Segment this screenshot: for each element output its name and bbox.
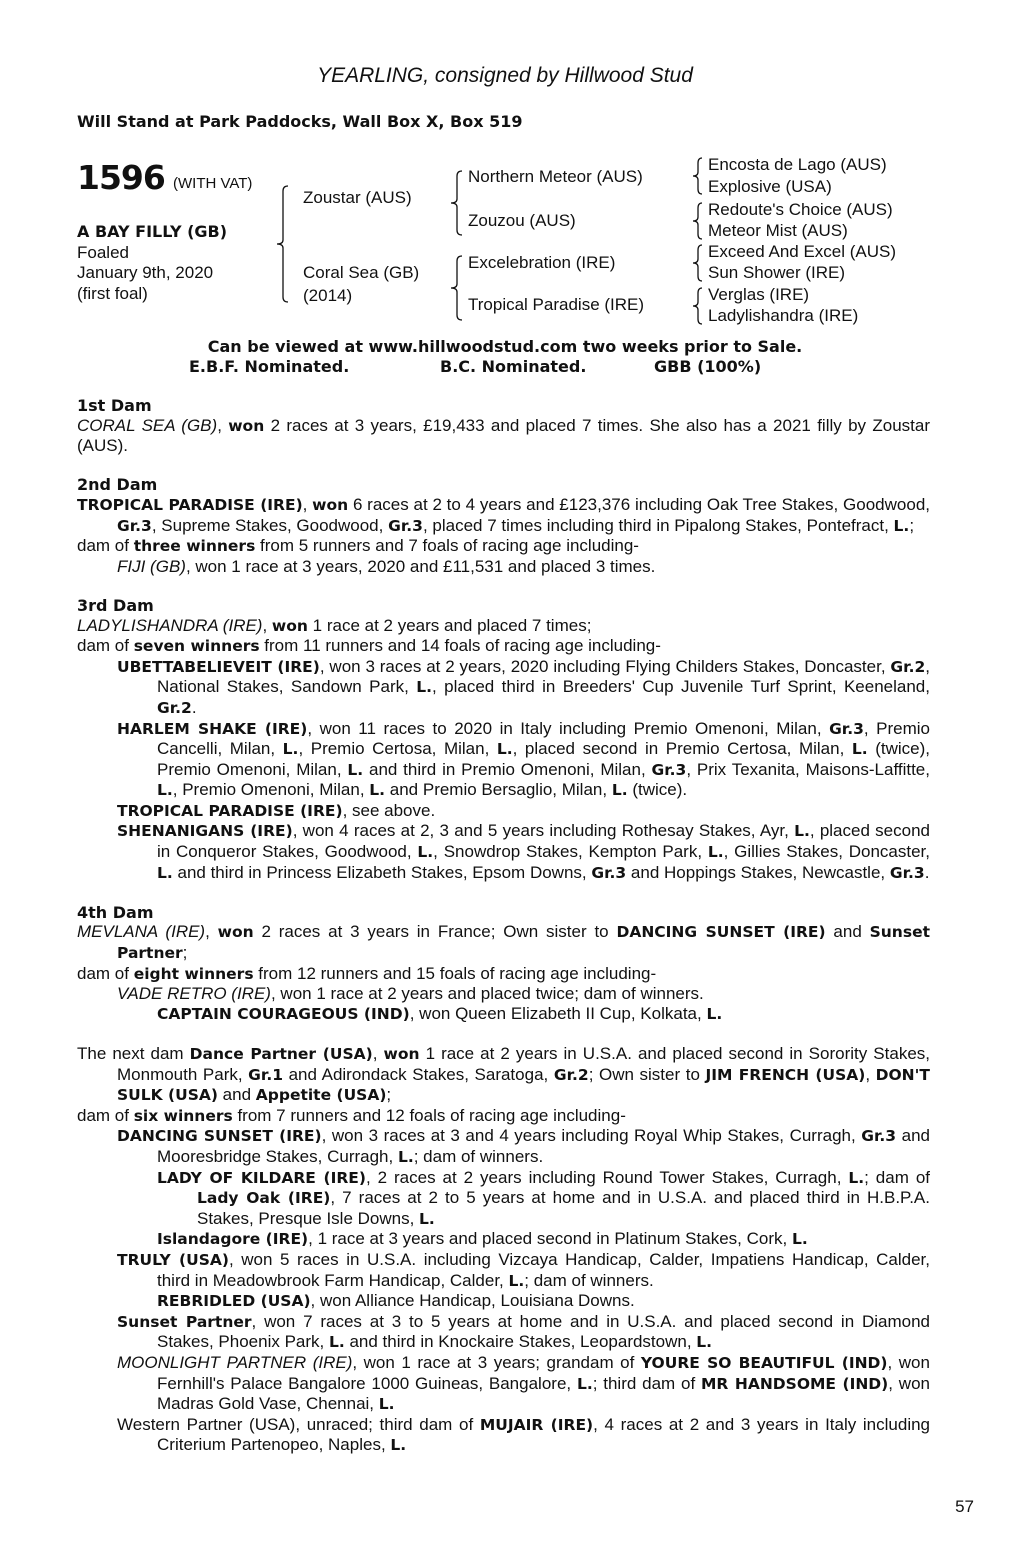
- italic-text: MOONLIGHT PARTNER (IRE): [117, 1352, 353, 1372]
- text: ; dam of winners.: [413, 1146, 544, 1166]
- bold-text: Gr.3: [388, 516, 423, 535]
- sire-dam: Zouzou (AUS): [468, 211, 576, 230]
- bold-text: REBRIDLED (USA): [157, 1292, 311, 1311]
- text: , won Fernhill's Palace Bangalore 1000 Guineas, Bangalore,: [157, 1352, 930, 1393]
- dam-year: (2014): [303, 286, 353, 305]
- text: from 12 runners and 15 foals of racing age including-: [253, 963, 657, 983]
- text: and Adirondack Stakes, Saratoga,: [283, 1064, 554, 1084]
- pedigree-paragraph: [77, 1312, 930, 1353]
- text: ; Own sister to: [588, 1064, 706, 1084]
- lot-number: 1596: [77, 158, 165, 197]
- bold-text: Gr.3: [829, 719, 864, 738]
- pedigree-brace-main: [276, 185, 290, 303]
- text: dam of: [77, 963, 134, 983]
- text: , 2 races at 2 years including Round Tower Stakes, Curragh,: [365, 1167, 849, 1187]
- ebf-nominated: E.B.F. Nominated.: [189, 357, 350, 376]
- text: , won 3 races at 3 and 4 years including Royal Whip Stakes, Curragh,: [321, 1126, 862, 1146]
- text: from 7 runners and 12 foals of racing age including-: [232, 1105, 626, 1125]
- pedigree-paragraph: [77, 616, 930, 637]
- bold-text: L.: [611, 781, 628, 800]
- text: , 1 race at 3 years and placed second in Platinum Stakes, Cork,: [308, 1229, 792, 1249]
- bold-text: six winners: [133, 1106, 233, 1125]
- text: , won 1 race at 3 years; grandam of: [352, 1352, 641, 1372]
- text: .: [191, 697, 197, 717]
- bold-text: Dance Partner (USA): [189, 1045, 373, 1063]
- bold-text: L.: [794, 822, 810, 841]
- bold-text: won: [312, 495, 349, 514]
- text: 1 race at 2 years and placed 7 times;: [307, 615, 592, 635]
- bold-text: L.: [390, 1436, 407, 1455]
- text: , see above.: [342, 800, 436, 820]
- text: , won 1 race at 3 years, 2020 and £11,531 and placed 3 times.: [185, 556, 656, 576]
- bold-text: CAPTAIN COURAGEOUS (IND): [157, 1004, 410, 1023]
- pedigree-brace-g3-3: [692, 244, 704, 282]
- pedigree-brace-g3-2: [692, 202, 704, 240]
- text: ;: [909, 515, 915, 535]
- italic-text: VADE RETRO (IRE): [117, 984, 271, 1004]
- bold-text: L.: [496, 740, 513, 759]
- bold-text: DANCING SUNSET (IRE): [616, 923, 826, 942]
- text: Western Partner (USA), unraced; third dam of: [117, 1414, 480, 1434]
- text: and: [217, 1085, 256, 1105]
- text: dam of: [77, 536, 134, 556]
- gen3-ancestor: Ladylishandra (IRE): [708, 306, 859, 325]
- bold-text: won: [228, 416, 265, 435]
- pedigree-brace-g3-4: [692, 287, 704, 325]
- bold-text: Gr.1: [248, 1065, 284, 1084]
- bold-text: Gr.3: [651, 760, 687, 779]
- gen3-ancestor: Meteor Mist (AUS): [708, 221, 848, 240]
- pedigree-paragraph: [77, 1126, 930, 1167]
- text: , won 5 races in U.S.A. including Vizcaya Handicap, Calder, Impatiens Handicap, Calder, third in Meadowbrook Farm Handicap, Calder,: [157, 1249, 930, 1290]
- bold-text: HARLEM SHAKE (IRE): [117, 719, 308, 738]
- italic-text: CORAL SEA (GB): [77, 415, 218, 435]
- pedigree-paragraph: [77, 984, 930, 1004]
- bold-text: eight winners: [133, 964, 254, 983]
- foaled-label: Foaled: [77, 243, 129, 262]
- text: 6 races at 2 to 4 years and £123,376 including Oak Tree Stakes, Goodwood,: [348, 494, 930, 514]
- bold-text: L.: [416, 678, 433, 697]
- bold-text: Gr.3: [117, 516, 152, 535]
- text: 2 races at 3 years in France; Own sister to: [253, 922, 617, 942]
- bold-text: three winners: [133, 537, 256, 556]
- text: and third in Premio Omenoni, Milan,: [363, 759, 652, 779]
- pedigree-paragraph: [77, 821, 930, 883]
- bold-text: Gr.2: [890, 657, 926, 676]
- gen3-ancestor: Encosta de Lago (AUS): [708, 155, 887, 174]
- bold-text: MUJAIR (IRE): [479, 1415, 594, 1434]
- bold-text: Sunset Partner: [117, 1312, 252, 1331]
- bold-text: L.: [893, 516, 910, 535]
- viewing-note: Can be viewed at www.hillwoodstud.com two weeks prior to Sale.: [207, 337, 803, 356]
- text: ,: [865, 1064, 876, 1084]
- consignor-title: YEARLING, consigned by Hillwood Stud: [317, 64, 693, 87]
- bold-text: TROPICAL PARADISE (IRE): [77, 495, 303, 514]
- text: ;: [182, 943, 188, 963]
- sire-sire: Northern Meteor (AUS): [468, 167, 643, 186]
- bold-text: L.: [791, 1230, 808, 1249]
- bold-text: L.: [157, 781, 173, 800]
- pedigree-paragraph: [77, 657, 930, 719]
- bold-text: L.: [347, 760, 364, 779]
- text: and Premio Bersaglio, Milan,: [385, 780, 612, 800]
- bold-text: L.: [851, 740, 868, 759]
- gen3-ancestor: Sun Shower (IRE): [708, 263, 845, 282]
- horse-description: A BAY FILLY (GB): [77, 222, 228, 241]
- text: and Hoppings Stakes, Newcastle,: [626, 862, 890, 882]
- pedigree-paragraph: [77, 1353, 930, 1415]
- pedigree-paragraph: [77, 1106, 930, 1127]
- bold-text: Gr.3: [591, 863, 627, 882]
- bold-text: won: [383, 1045, 420, 1063]
- bold-text: Gr.3: [889, 863, 925, 882]
- text: , Premio Certosa, Milan,: [298, 739, 497, 759]
- bold-text: Sunset Partner: [117, 923, 930, 963]
- text: , won 3 races at 2 years, 2020 including Flying Childers Stakes, Doncaster,: [319, 656, 891, 676]
- text: dam of: [77, 1105, 134, 1125]
- bold-text: TRULY (USA): [117, 1250, 229, 1269]
- pedigree-paragraph: [77, 536, 930, 557]
- bold-text: L.: [369, 781, 386, 800]
- pedigree-paragraph: [77, 1291, 930, 1312]
- bold-text: won: [271, 616, 308, 635]
- text: and: [825, 922, 870, 942]
- text: , won 11 races to 2020 in Italy including Premio Omenoni, Milan,: [307, 718, 830, 738]
- text: The next dam: [77, 1044, 190, 1063]
- text: and Mooresbridge Stakes, Curragh,: [157, 1126, 930, 1166]
- gbb-note: GBB (100%): [654, 357, 762, 376]
- text: , placed third in Breeders' Cup Juvenile Turf Sprint, Keeneland,: [432, 677, 930, 697]
- bold-text: DANCING SUNSET (IRE): [117, 1127, 322, 1146]
- pedigree-paragraph: [77, 1044, 930, 1106]
- text: , Snowdrop Stakes, Kempton Park,: [433, 842, 708, 862]
- foal-date: January 9th, 2020: [77, 263, 214, 282]
- stand-location: Will Stand at Park Paddocks, Wall Box X, Box 519: [77, 112, 523, 131]
- dam-sire: Excelebration (IRE): [468, 253, 616, 272]
- bold-text: SHENANIGANS (IRE): [117, 822, 293, 841]
- bold-text: L.: [328, 1333, 345, 1352]
- text: , won Alliance Handicap, Louisiana Downs.: [310, 1291, 635, 1311]
- bold-text: L.: [696, 1333, 713, 1352]
- text: , Premio Cancelli, Milan,: [157, 718, 930, 759]
- bold-text: LADY OF KILDARE (IRE): [157, 1168, 366, 1187]
- bold-text: Gr.2: [157, 698, 192, 717]
- text: , placed 7 times including third in Pipalong Stakes, Pontefract,: [422, 515, 894, 535]
- text: , National Stakes, Sandown Park,: [157, 656, 930, 697]
- section-heading: 1st Dam: [77, 396, 152, 415]
- text: , Gillies Stakes, Doncaster,: [723, 842, 930, 862]
- sire: Zoustar (AUS): [303, 188, 412, 207]
- bold-text: L.: [508, 1271, 525, 1290]
- text: dam of: [77, 636, 134, 656]
- section-heading: 2nd Dam: [77, 475, 158, 495]
- text: ,: [205, 922, 218, 942]
- text: ; dam of winners.: [524, 1270, 654, 1290]
- pedigree-paragraph: [77, 636, 930, 657]
- pedigree-paragraph: [77, 1004, 930, 1025]
- text: , Supreme Stakes, Goodwood,: [151, 515, 389, 535]
- text: from 5 runners and 7 foals of racing age including-: [255, 536, 639, 556]
- text: , placed second in Conqueror Stakes, Goodwood,: [157, 821, 930, 862]
- section-heading: 3rd Dam: [77, 595, 154, 615]
- text: ; third dam of: [592, 1373, 701, 1393]
- produce-record: [77, 396, 930, 1456]
- text: , won Madras Gold Vase, Chennai,: [157, 1373, 930, 1414]
- text: , won 1 race at 2 years and placed twice; dam of winners.: [270, 984, 704, 1004]
- text: 2 races at 3 years, £19,433 and placed 7 times. She also has a 2021 filly by Zoustar (AUS).: [77, 415, 930, 456]
- bold-text: L.: [282, 740, 299, 759]
- bold-text: L.: [707, 843, 724, 862]
- text: ; dam of: [864, 1167, 930, 1187]
- text: , won 7 races at 3 to 5 years at home and in U.S.A. and placed second in Diamond Stakes, Phoenix Park,: [157, 1311, 930, 1352]
- text: from 11 runners and 14 foals of racing age including-: [259, 636, 661, 656]
- text: (twice), Premio Omenoni, Milan,: [157, 739, 930, 779]
- section-heading: 4th Dam: [77, 902, 154, 922]
- text: , won 4 races at 2, 3 and 5 years including Rothesay Stakes, Ayr,: [292, 821, 795, 841]
- text: and third in Princess Elizabeth Stakes, Epsom Downs,: [172, 862, 592, 882]
- pedigree-brace-g3-1: [692, 157, 704, 195]
- bold-text: Islandagore (IRE): [157, 1230, 309, 1249]
- bc-nominated: B.C. Nominated.: [440, 357, 587, 376]
- gen3-ancestor: Redoute's Choice (AUS): [708, 200, 893, 219]
- pedigree-paragraph: [77, 1168, 930, 1230]
- dam-dam: Tropical Paradise (IRE): [468, 295, 645, 314]
- bold-text: won: [217, 923, 254, 942]
- text: ,: [372, 1044, 384, 1063]
- gen3-ancestor: Verglas (IRE): [708, 285, 810, 304]
- text: 1 race at 2 years in U.S.A. and placed second in Sorority Stakes, Monmouth Park,: [117, 1044, 930, 1084]
- text: , 4 races at 2 and 3 years in Italy including Criterium Partenopeo, Naples,: [157, 1414, 931, 1455]
- bold-text: DON'T SULK (USA): [117, 1065, 930, 1105]
- section-gap: [77, 576, 930, 596]
- bold-text: L.: [419, 1209, 435, 1228]
- text: , 7 races at 2 to 5 years at home and in U.S.A. and placed third in H.B.P.A. Stakes, Presque Isle Downs,: [197, 1188, 930, 1228]
- section-gap: [77, 883, 930, 903]
- bold-text: L.: [378, 1395, 395, 1414]
- italic-text: MEVLANA (IRE): [77, 922, 206, 942]
- bold-text: MR HANDSOME (IND): [701, 1374, 889, 1393]
- gen3-ancestor: Exceed And Excel (AUS): [708, 242, 897, 261]
- bold-text: L.: [848, 1168, 865, 1187]
- pedigree-paragraph: [77, 922, 930, 963]
- bold-text: L.: [157, 863, 173, 882]
- section-gap: [77, 1024, 930, 1044]
- bold-text: L.: [397, 1147, 414, 1166]
- pedigree-paragraph: [77, 557, 930, 577]
- text: , Premio Omenoni, Milan,: [172, 780, 370, 800]
- pedigree-brace-dam: [450, 255, 464, 321]
- bold-text: L.: [706, 1004, 723, 1023]
- bold-text: Gr.2: [553, 1065, 589, 1084]
- bold-text: L.: [417, 843, 434, 862]
- text: , won Queen Elizabeth II Cup, Kolkata,: [409, 1003, 707, 1023]
- dam: Coral Sea (GB): [303, 263, 420, 282]
- text: ,: [302, 494, 313, 514]
- bold-text: TROPICAL PARADISE (IRE): [117, 801, 343, 820]
- text: ,: [217, 415, 229, 435]
- pedigree-paragraph: [77, 964, 930, 985]
- pedigree-paragraph: [77, 719, 930, 801]
- text: , placed second in Premio Certosa, Milan,: [512, 739, 852, 759]
- bold-text: JIM FRENCH (USA): [705, 1065, 866, 1084]
- bold-text: L.: [576, 1374, 593, 1393]
- vat-note: (WITH VAT): [173, 175, 253, 192]
- bold-text: Gr.3: [861, 1127, 897, 1146]
- pedigree-paragraph: [77, 416, 930, 456]
- text: , Prix Texanita, Maisons-Laffitte,: [686, 759, 930, 779]
- pedigree-paragraph: [77, 801, 930, 822]
- bold-text: seven winners: [133, 637, 260, 656]
- bold-text: Lady Oak (IRE): [197, 1189, 331, 1208]
- pedigree-brace-sire: [450, 170, 464, 236]
- bold-text: Appetite (USA): [255, 1086, 387, 1105]
- text: .: [924, 862, 930, 882]
- text: ;: [386, 1085, 392, 1105]
- pedigree-paragraph: [77, 1415, 930, 1456]
- bold-text: YOURE SO BEAUTIFUL (IND): [640, 1353, 888, 1372]
- page-number: 57: [955, 1497, 974, 1516]
- text: (twice).: [627, 780, 688, 800]
- pedigree-paragraph: [77, 1229, 930, 1250]
- gen3-ancestor: Explosive (USA): [708, 177, 832, 196]
- foal-note: (first foal): [77, 284, 148, 303]
- text: and third in Knockaire Stakes, Leopardstown,: [344, 1332, 697, 1352]
- bold-text: UBETTABELIEVEIT (IRE): [117, 657, 320, 676]
- italic-text: FIJI (GB): [117, 556, 186, 576]
- section-gap: [77, 456, 930, 476]
- text: ,: [262, 615, 272, 635]
- pedigree-paragraph: [77, 495, 930, 536]
- italic-text: LADYLISHANDRA (IRE): [77, 615, 263, 635]
- pedigree-paragraph: [77, 1250, 930, 1291]
